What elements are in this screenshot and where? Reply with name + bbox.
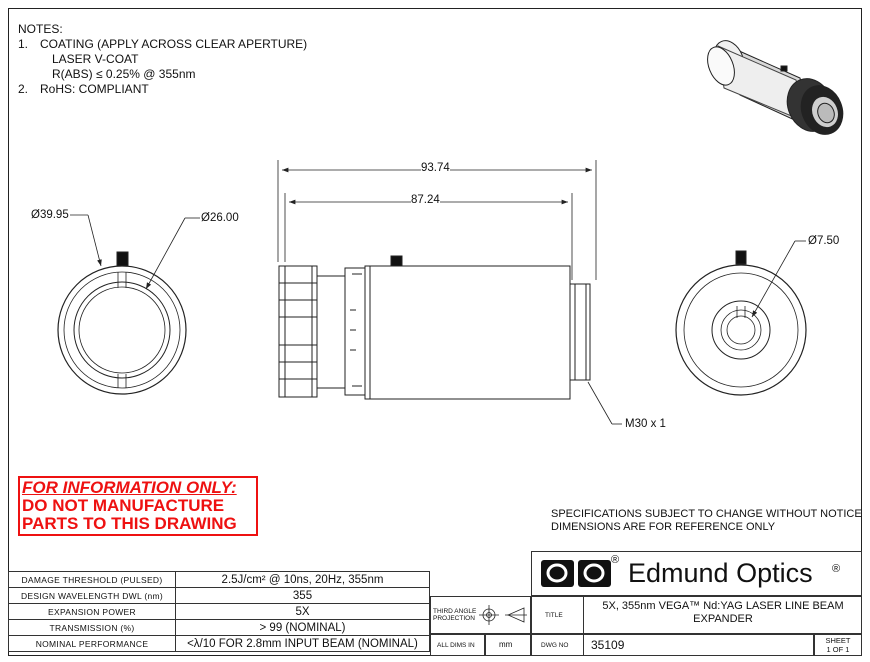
dim-overall-length: 93.74 <box>421 162 450 174</box>
dim-body-length: 87.24 <box>411 194 440 206</box>
note-item: 2. RoHS: COMPLIANT <box>18 82 149 96</box>
dim-left-inner-dia: Ø26.00 <box>201 212 239 224</box>
information-only-warning: FOR INFORMATION ONLY: DO NOT MANUFACTURE PARTS TO THIS DRAWING <box>18 476 258 536</box>
dwg-number: 35109 <box>591 638 625 652</box>
dim-thread: M30 x 1 <box>625 418 666 430</box>
right-end-view <box>676 251 806 395</box>
note-item: R(ABS) ≤ 0.25% @ 355nm <box>52 67 196 81</box>
sheet-block: SHEET 1 OF 1 <box>825 636 851 654</box>
table-row: NOMINAL PERFORMANCE <λ/10 FOR 2.8mm INPUT BEAM (NOMINAL) <box>9 636 430 652</box>
title-label: TITLE <box>545 612 563 619</box>
dim-right-aperture-dia: Ø7.50 <box>808 235 840 247</box>
dim-left-outer-dia: Ø39.95 <box>31 209 69 221</box>
svg-text:®: ® <box>611 554 620 566</box>
side-view <box>279 256 590 399</box>
registered-mark: ® <box>832 563 841 575</box>
specifications-table <box>8 571 430 652</box>
all-dims-label: ALL DIMS IN <box>437 642 475 649</box>
note-item: LASER V-COAT <box>52 52 139 66</box>
table-row: DESIGN WAVELENGTH DWL (nm) 355 <box>9 588 430 604</box>
table-row: EXPANSION POWER 5X <box>9 604 430 620</box>
isometric-view <box>702 36 850 140</box>
company-name: Edmund Optics <box>628 558 813 588</box>
length-dimensions <box>278 160 596 280</box>
drawing-title: 5X, 355nm VEGA™ Nd:YAG LASER LINE BEAM EXPANDER <box>602 600 844 625</box>
disclaimer: SPECIFICATIONS SUBJECT TO CHANGE WITHOUT NOTICE DIMENSIONS ARE FOR REFERENCE ONLY <box>551 508 862 533</box>
notes-header: NOTES: <box>18 22 63 36</box>
table-row: DAMAGE THRESHOLD (PULSED) 2.5J/cm² @ 10ns, 20Hz, 355nm <box>9 572 430 588</box>
projection-label: THIRD ANGLE PROJECTION <box>433 608 477 622</box>
note-item: 1. COATING (APPLY ACROSS CLEAR APERTURE) <box>18 37 308 51</box>
table-row: TRANSMISSION (%) > 99 (NOMINAL) <box>9 620 430 636</box>
units-value: mm <box>499 640 513 649</box>
dwg-label: DWG NO <box>541 642 569 649</box>
left-end-view <box>58 252 186 394</box>
